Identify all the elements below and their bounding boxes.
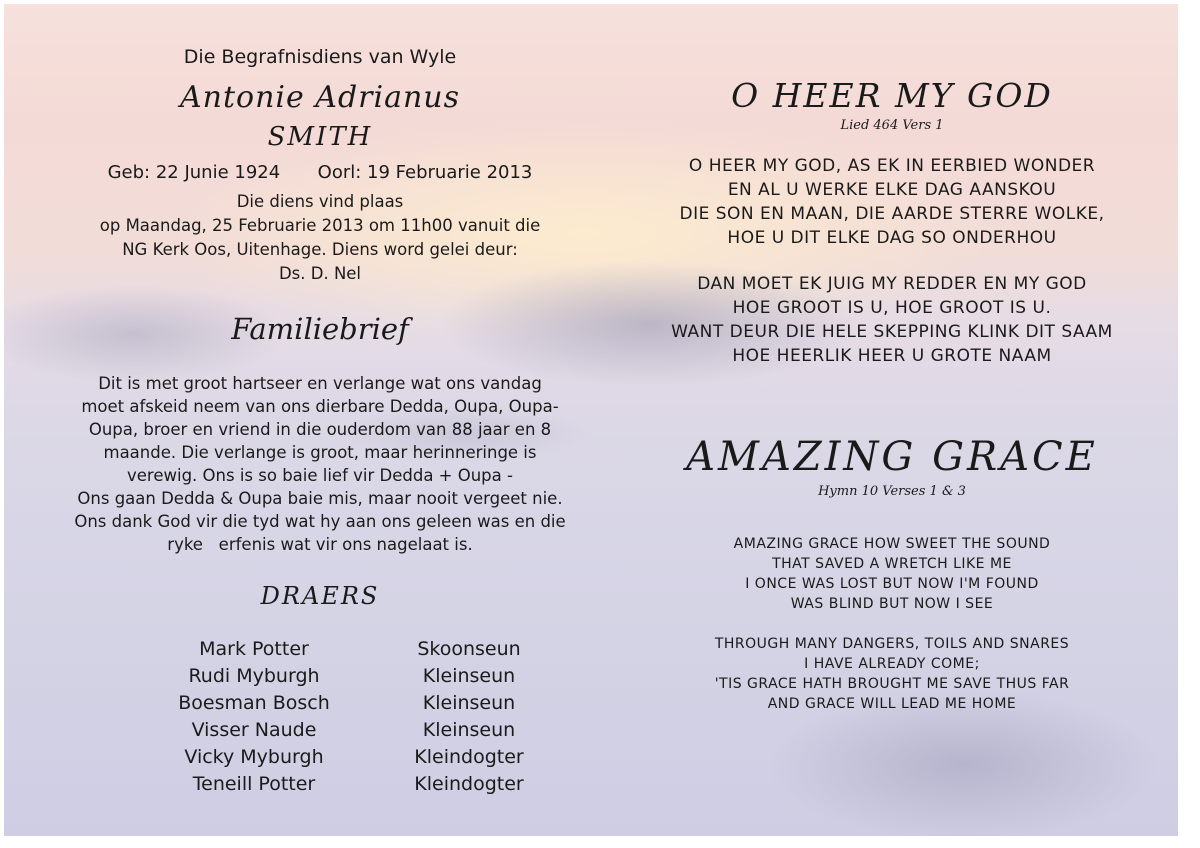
letter-line: Ons dank God vir die tyd wat hy aan ons geleen was en die <box>74 512 566 531</box>
bearer-name: Rudi Myburgh <box>188 665 320 687</box>
birth-date: Geb: 22 Junie 1924 <box>107 162 281 183</box>
bearer-name: Mark Potter <box>199 638 309 660</box>
lyric-line: DIE SON EN MAAN, DIE AARDE STERRE WOLKE, <box>679 204 1105 224</box>
life-dates <box>44 162 596 183</box>
hymn1-title: O HEER MY GOD <box>731 76 1053 115</box>
hymn2-title: AMAZING GRACE <box>686 434 1098 480</box>
family-letter <box>44 372 596 556</box>
hymn1-verse2 <box>616 272 1168 368</box>
bearer-relation: Kleinseun <box>422 665 516 687</box>
service-line: Ds. D. Nel <box>278 264 362 283</box>
hymn1-verse1 <box>616 154 1168 250</box>
letter-line: Oupa, broer en vriend in die ouderdom van 88 jaar en 8 <box>88 420 552 439</box>
letter-line: Ons gaan Dedda & Oupa baie mis, maar nooit vergeet nie. <box>77 489 563 508</box>
lyric-line: AMAZING GRACE HOW SWEET THE SOUND <box>733 536 1051 552</box>
deceased-given-names: Antonie Adrianus <box>179 80 461 115</box>
death-date: Oorl: 19 Februarie 2013 <box>317 162 533 183</box>
hymn2-reference: Hymn 10 Verses 1 & 3 <box>818 484 966 499</box>
bearer-relation: Kleinseun <box>422 719 516 741</box>
lyric-line: AND GRACE WILL LEAD ME HOME <box>767 696 1017 712</box>
bearer-relation: Kleindogter <box>414 773 524 795</box>
lyric-line: 'TIS GRACE HATH BROUGHT ME SAVE THUS FAR <box>714 676 1070 692</box>
letter-line: Dit is met groot hartseer en verlange wat ons vandag <box>98 374 542 393</box>
lyric-line: I ONCE WAS LOST BUT NOW I'M FOUND <box>745 576 1039 592</box>
lyric-line: WAS BLIND BUT NOW I SEE <box>790 596 994 612</box>
service-line: NG Kerk Oos, Uitenhage. Diens word gelei deur: <box>122 240 518 259</box>
bearer-relation: Skoonseun <box>417 638 521 660</box>
lyric-line: EN AL U WERKE ELKE DAG AANSKOU <box>727 180 1057 200</box>
bearer-name: Vicky Myburgh <box>184 746 324 768</box>
bearer-name: Teneill Potter <box>192 773 316 795</box>
hymn2-verse2 <box>616 634 1168 714</box>
bearer-name: Boesman Bosch <box>178 692 330 714</box>
letter-line: maande. Die verlange is groot, maar herinneringe is <box>103 443 537 462</box>
lyric-line: DAN MOET EK JUIG MY REDDER EN MY GOD <box>697 274 1087 294</box>
bearers-list <box>104 636 544 806</box>
bearer-relation: Kleindogter <box>414 746 524 768</box>
service-heading: Die Begrafnisdiens van Wyle <box>183 46 457 68</box>
letter-line: moet afskeid neem van ons dierbare Dedda, Oupa, Oupa- <box>81 397 559 416</box>
lyric-line: THROUGH MANY DANGERS, TOILS AND SNARES <box>714 636 1070 652</box>
lyric-line: THAT SAVED A WRETCH LIKE ME <box>772 556 1012 572</box>
service-line: op Maandag, 25 Februarie 2013 om 11h00 vanuit die <box>99 216 541 235</box>
lyric-line: HOE U DIT ELKE DAG SO ONDERHOU <box>727 228 1057 248</box>
bearers-title: DRAERS <box>260 582 380 610</box>
letter-line: ryke erfenis wat vir ons nagelaat is. <box>167 535 473 554</box>
family-letter-title: Familiebrief <box>231 312 409 346</box>
funeral-programme-sheet <box>4 4 1178 836</box>
service-line: Die diens vind plaas <box>236 192 404 211</box>
hymn1-reference: Lied 464 Vers 1 <box>840 118 944 133</box>
bearer-relation: Kleinseun <box>422 692 516 714</box>
bearer-name: Visser Naude <box>191 719 317 741</box>
lyric-line: HOE GROOT IS U, HOE GROOT IS U. <box>732 298 1052 318</box>
lyric-line: HOE HEERLIK HEER U GROTE NAAM <box>732 346 1052 366</box>
service-details <box>44 190 596 286</box>
lyric-line: WANT DEUR DIE HELE SKEPPING KLINK DIT SAAM <box>671 322 1113 342</box>
hymn2-verse1 <box>616 534 1168 614</box>
letter-line: verewig. Ons is so baie lief vir Dedda + Oupa - <box>127 466 513 485</box>
deceased-surname: SMITH <box>267 122 373 152</box>
lyric-line: O HEER MY GOD, AS EK IN EERBIED WONDER <box>688 156 1096 176</box>
lyric-line: I HAVE ALREADY COME; <box>804 656 980 672</box>
